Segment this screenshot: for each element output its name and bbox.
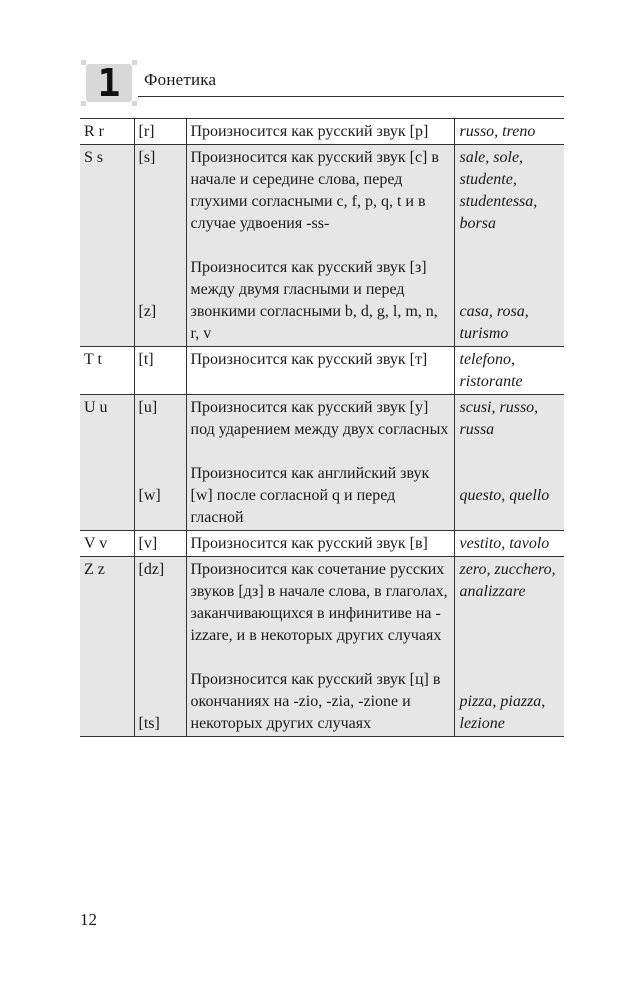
letter-cell: S s <box>80 145 134 347</box>
section-title: Фонетика <box>144 70 217 89</box>
letter-cell: R r <box>84 123 104 140</box>
examples-cell: russo, treno <box>454 119 564 145</box>
sound-ipa: [s] <box>138 149 156 166</box>
page-header <box>80 60 564 108</box>
letter-cell: U u <box>80 395 134 531</box>
description-cell: Произносится как русский звук [в] <box>186 531 454 557</box>
sound-examples: scusi, russo, russa <box>459 399 539 438</box>
examples-cell <box>454 395 564 531</box>
chapter-number: 1 <box>97 61 121 105</box>
sound-cell <box>134 395 186 531</box>
header-rule <box>138 96 564 97</box>
sound-description: Произносится как русский звук [з] между двумя гласными и перед звонкими согласными b, d, g, l, m, n, r, v <box>190 259 438 342</box>
sound-ipa: [ts] <box>138 715 160 732</box>
sound-ipa: [dz] <box>138 561 165 578</box>
sound-description: Произносится как русский звук [у] под ударением между двух согласных <box>190 399 449 438</box>
table-row-u <box>80 395 564 531</box>
letter-cell: V v <box>84 535 108 552</box>
description-cell <box>186 145 454 347</box>
sound-ipa: [u] <box>138 399 158 416</box>
sound-cell: [r] <box>134 119 186 145</box>
sound-description: Произносится как английский звук [w] после согласной q и перед гласной <box>190 465 430 526</box>
sound-ipa: [z] <box>138 303 157 320</box>
phonetics-table <box>80 118 564 737</box>
sound-ipa: [w] <box>138 487 161 504</box>
examples-cell <box>454 145 564 347</box>
description-cell <box>186 395 454 531</box>
page-number: 12 <box>80 910 97 929</box>
table-row-s <box>80 145 564 347</box>
examples-cell: telefono, ristorante <box>454 347 564 395</box>
table-row-v <box>80 531 564 557</box>
sound-cell <box>134 557 186 737</box>
table-row-z <box>80 557 564 737</box>
sound-examples: pizza, piazza, lezione <box>459 693 546 732</box>
examples-cell: vestito, tavolo <box>454 531 564 557</box>
letter-cell: T t <box>84 351 102 368</box>
sound-examples: zero, zucchero, analizzare <box>459 561 556 600</box>
sound-cell: [t] <box>134 347 186 395</box>
description-cell <box>186 557 454 737</box>
description-cell: Произносится как русский звук [т] <box>186 347 454 395</box>
sound-examples: questo, quello <box>459 487 550 504</box>
chapter-badge <box>80 60 136 106</box>
sound-examples: casa, rosa, turismo <box>459 303 529 342</box>
sound-description: Произносится как сочетание русских звуков [дз] в начале слова, в глаголах, заканчивающихся в инфинитиве на -izzare, и в некоторых других случаях <box>190 561 448 644</box>
table-row-t <box>80 347 564 395</box>
examples-cell <box>454 557 564 737</box>
sound-description: Произносится как русский звук [ц] в окончаниях на -zio, -zia, -zione и некоторых других случаях <box>190 671 441 732</box>
sound-description: Произносится как русский звук [с] в начале и середине слова, перед глухими согласными c, f, p, q, t и в случае удвоения -ss- <box>190 149 439 232</box>
sound-cell: [v] <box>134 531 186 557</box>
table-row-r <box>80 119 564 145</box>
sound-examples: sale, sole, studente, studentessa, borsa <box>459 149 538 232</box>
description-cell: Произносится как русский звук [р] <box>186 119 454 145</box>
sound-cell <box>134 145 186 347</box>
letter-cell: Z z <box>80 557 134 737</box>
